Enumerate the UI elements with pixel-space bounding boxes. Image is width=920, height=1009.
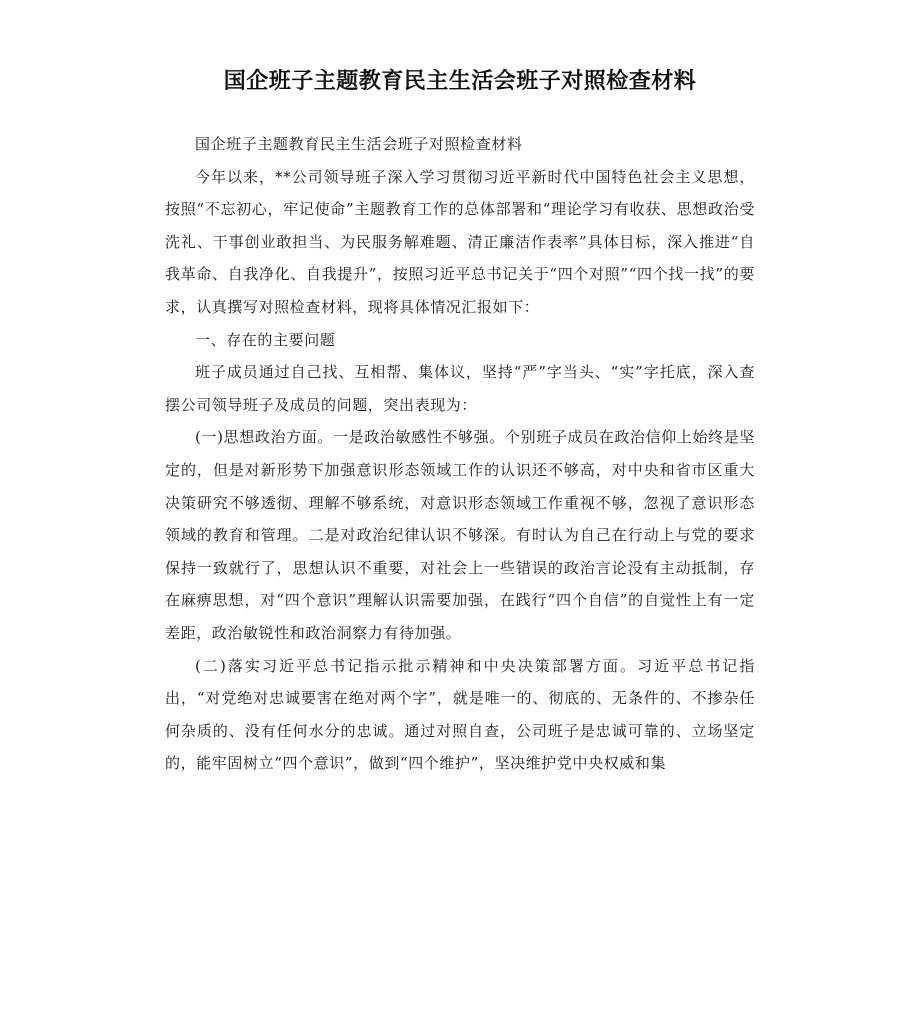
paragraph-intro: 今年以来，**公司领导班子深入学习贯彻习近平新时代中国特色社会主义思想，按照“不忘初心，牢记使命”主题教育工作的总体部署和“理论学习有收获、思想政治受洗礼、干事创业敢担当、为民服务解难题、清正廉洁作表率”具体目标，深入推进“自我革命、自我净化、自我提升”，按照习近平总书记关于“四个对照”“四个找一找”的要求，认真撰写对照检查材料，现将具体情况汇报如下：	[165, 167, 755, 316]
paragraph-section-1: (一)思想政治方面。一是政治敏感性不够强。个别班子成员在政治信仰上始终是坚定的，但是对新形势下加强意识形态领域工作的认识还不够高，对中央和省市区重大决策研究不够透彻、理解不够系统，对意识形态领域工作重视不够，忽视了意识形态领域的教育和管理。二是对政治纪律认识不够深。有时认为自己在行动上与党的要求保持一致就行了，思想认识不重要，对社会上一些错误的政治言论没有主动抵制，存在麻痹思想，对“四个意识”理解认识需要加强，在践行“四个自信”的自觉性上有一定差距，政治敏锐性和政治洞察力有待加强。	[165, 428, 755, 642]
paragraph-subtitle: 国企班子主题教育民主生活会班子对照检查材料	[195, 135, 523, 153]
paragraph-section-2: (二)落实习近平总书记指示批示精神和中央决策部署方面。习近平总书记指出，“对党绝对忠诚要害在绝对两个字”，就是唯一的、彻底的、无条件的、不掺杂任何杂质的、没有任何水分的忠诚。通过对照自查，公司班子是忠诚可靠的、立场坚定的，能牢固树立“四个意识”，做到“四个维护”，坚决维护党中央权威和集	[165, 656, 755, 773]
document-title: 国企班子主题教育民主生活会班子对照检查材料	[223, 69, 697, 94]
section-heading: 一、存在的主要问题	[195, 330, 336, 349]
paragraph-overview: 班子成员通过自己找、互相帮、集体议，坚持“严”字当头、“实”字托底，深入查摆公司领导班子及成员的问题，突出表现为：	[165, 363, 755, 414]
document-body	[165, 128, 755, 780]
